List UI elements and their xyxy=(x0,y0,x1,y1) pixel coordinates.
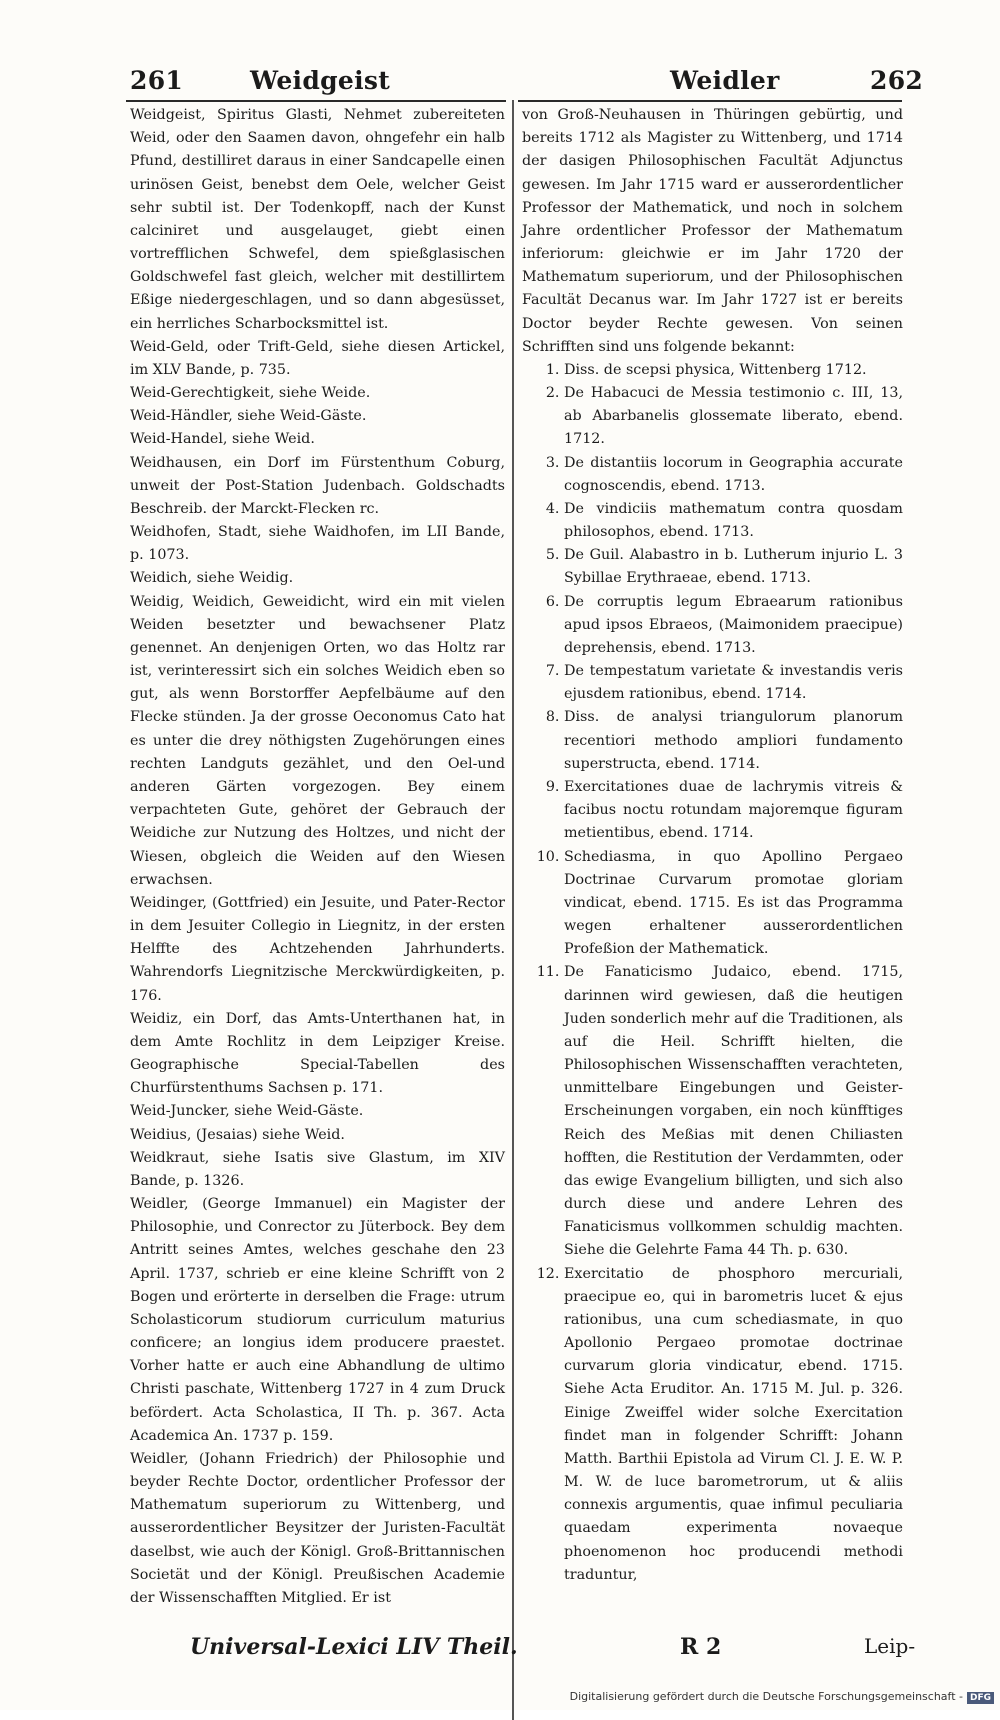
header-rule-left xyxy=(126,100,506,102)
entry-weidig: Weidig, Weidich, Geweidicht, wird ein mit vielen Weiden besetzter und bewachsener Platz genennet. An denjenigen Orten, wo das Holtz rar ist, verinteressirt sich ein solches Weidich eben so gut, als wenn Borstorffer Aepfelbäume auf den Flecke stünden. Ja der grosse Oeconomus Cato hat es unter die drey nöthigsten Zugehörungen eines rechten Landguts gezählet, und den Oel-und anderen Gärten vorgezogen. Bey einem verpachteten Gute, gehöret der Gebrauch der Weidiche zur Nutzung des Holtzes, und nicht der Wiesen, obgleich die Weiden auf den Wiesen erwachsen. xyxy=(130,593,505,888)
entry-weid-haendler: Weid-Händler, siehe Weid-Gäste. xyxy=(130,408,367,425)
column-separator xyxy=(512,100,514,1720)
work-item: 6. De corruptis legum Ebraearum rationibus apud ipsos Ebraeos, (Maimonidem praecipue) deprehensis, ebend. 1713. xyxy=(564,591,903,661)
entry-weidler-johann: Weidler, (Johann Friedrich) der Philosophie und beyder Rechte Doctor, ordentlicher Professor der Mathematum superiorum zu Wittenberg, und ausserordentlicher Beysitzer der Juristen-Facultät daselbst, wie auch der Königl. Groß-Brittannischen Societät und der Königl. Preußischen Academie der Wissenschafften Mitglied. Er ist xyxy=(130,1450,505,1606)
entry-weidich: Weidich, siehe Weidig. xyxy=(130,570,294,587)
entry-weidiz: Weidiz, ein Dorf, das Amts-Unterthanen hat, in dem Amte Rochlitz in dem Leipziger Kreise. Geographische Special-Tabellen des Churfürstenthums Sachsen p. 171. xyxy=(130,1010,505,1097)
work-item: 2. De Habacuci de Messia testimonio c. III, 13, ab Abarbanelis glossemate liberato, ebend. 1712. xyxy=(564,382,903,452)
work-item: 8. Diss. de analysi triangulorum planorum recentiori methodo ampliori fundamento superstructa, ebend. 1714. xyxy=(564,706,903,776)
entry-weidgeist: Weidgeist, Spiritus Glasti, Nehmet zubereiteten Weid, oder den Saamen davon, ohngefehr ein halb Pfund, destilliret daraus in einer Sandcapelle einen urinösen Geist, benebst dem Oele, welcher Geist sehr subtil ist. Der Todenkopff, nach der Kunst calciniret und ausgelauget, giebt einen vortrefflichen Schwefel, dem spießglasischen Goldschwefel fast gleich, welcher mit destillirtem Eßige niedergeschlagen, und so dann abgesüsset, ein herrliches Scharbocksmittel ist. xyxy=(130,107,505,332)
right-running-head: Weidler xyxy=(670,66,780,95)
left-page-number: 261 xyxy=(130,66,184,95)
digitization-note: Digitalisierung gefördert durch die Deutsche Forschungsgemeinschaft - xyxy=(569,1690,963,1703)
digitization-credit xyxy=(570,1690,994,1704)
entry-weidius: Weidius, (Jesaias) siehe Weid. xyxy=(130,1126,345,1143)
work-item: 1. Diss. de scepsi physica, Wittenberg 1712. xyxy=(564,359,903,382)
work-item: 12. Exercitatio de phosphoro mercuriali, praecipue eo, qui in barometris lucet & ejus rationibus, una cum schediasmate, in quo Apollonio Pergaeo promotae doctrinae curvarum gloria vindicatur, ebend. 1715. Siehe Acta Eruditor. An. 1715 M. Jul. p. 326. Einige Zweiffel wider solche Exercitation findet man in folgender Schrifft: Johann Matth. Barthii Epistola ad Virum Cl. J. E. W. P. M. W. de luce barometrorum, ut & aliis connexis argumentis, quae infimul peculiaria quaedam experimenta novaeque phoenomenon hoc producendi methodi traduntur, xyxy=(564,1263,903,1587)
volume-title: Universal-Lexici LIV Theil. xyxy=(190,1634,518,1660)
works-list xyxy=(522,359,903,1587)
work-item: 4. De vindiciis mathematum contra quosdam philosophos, ebend. 1713. xyxy=(564,498,903,544)
entry-weidhausen: Weidhausen, ein Dorf im Fürstenthum Coburg, unweit der Post-Station Judenbach. Goldschadts Beschreib. der Marckt-Flecken rc. xyxy=(130,454,505,517)
left-running-head: Weidgeist xyxy=(250,66,391,95)
work-item: 5. De Guil. Alabastro in b. Lutherum injurio L. 3 Sybillae Erythraeae, ebend. 1713. xyxy=(564,544,903,590)
entry-weid-handel: Weid-Handel, siehe Weid. xyxy=(130,431,315,448)
entry-weid-geld: Weid-Geld, oder Trift-Geld, siehe diesen Artickel, im XLV Bande, p. 735. xyxy=(130,338,505,378)
entry-weidinger: Weidinger, (Gottfried) ein Jesuite, und Pater-Rector in dem Jesuiter Collegio in Liegnitz, in der ersten Helffte des Achtzehenden Jahrhunderts. Wahrendorfs Liegnitzische Merckwürdigkeiten, p. 176. xyxy=(130,894,505,1004)
entry-weidler-george: Weidler, (George Immanuel) ein Magister der Philosophie, und Conrector zu Jüterbock. Bey dem Antritt seines Amtes, welches geschahe den 23 April. 1737, schrieb er eine kleine Schrifft von 2 Bogen und erörterte in derselben die Frage: utrum Scholasticorum studiorum curriculum maturius conficere; an longius idem producere praestet. Vorher hatte er auch eine Abhandlung de ultimo Christi paschate, Wittenberg 1727 in 4 zum Druck befördert. Acta Scholastica, II Th. p. 367. Acta Academica An. 1737 p. 159. xyxy=(130,1196,505,1444)
right-page-number: 262 xyxy=(870,66,924,95)
work-item: 9. Exercitationes duae de lachrymis vitreis & facibus noctu rotundam majoremque figuram metientibus, ebend. 1714. xyxy=(564,776,903,846)
catchword: Leip- xyxy=(864,1634,916,1658)
right-column xyxy=(522,104,903,1587)
signature-mark: R 2 xyxy=(680,1634,722,1660)
entry-weid-gerechtigkeit: Weid-Gerechtigkeit, siehe Weide. xyxy=(130,385,371,402)
left-column xyxy=(130,104,505,1610)
entry-weidler-continued: von Groß-Neuhausen in Thüringen gebürtig, und bereits 1712 als Magister zu Wittenberg, und 1714 der dasigen Philosophischen Facultät Adjunctus gewesen. Im Jahr 1715 ward er ausserordentlicher Professor der Mathematick, und noch in solchem Jahre ordentlicher Professor der Mathematum inferiorum: gleichwie er im Jahr 1720 der Mathematum superiorum, und der Philosophischen Facultät Decanus war. Im Jahr 1727 ist er bereits Doctor beyder Rechte gewesen. Von seinen Schrifften sind uns folgende bekannt: xyxy=(522,107,903,355)
work-item: 11. De Fanaticismo Judaico, ebend. 1715, darinnen wird gewiesen, daß die heutigen Juden sonderlich mehr auf die Traditionen, als auf die Heil. Schrifft hielten, die Philosophischen Wissenschafften verachteten, unmittelbare Eingebungen und Geister-Erscheinungen vorgaben, ein noch künfftiges Reich des Meßias mit denen Chiliasten hofften, die Restitution der Verdammten, oder das ewige Evangelium billigten, und sich also durch diese und andere Lehren des Fanaticismus vollkommen schuldig machten. Siehe die Gelehrte Fama 44 Th. p. 630. xyxy=(564,961,903,1262)
entry-weidhofen: Weidhofen, Stadt, siehe Waidhofen, im LII Bande, p. 1073. xyxy=(130,524,505,564)
work-item: 7. De tempestatum varietate & investandis veris ejusdem rationibus, ebend. 1714. xyxy=(564,660,903,706)
entry-weidkraut: Weidkraut, siehe Isatis sive Glastum, im XIV Bande, p. 1326. xyxy=(130,1149,505,1189)
header-rule-right xyxy=(518,100,902,102)
entry-weid-juncker: Weid-Juncker, siehe Weid-Gäste. xyxy=(130,1103,364,1120)
dfg-logo: DFG xyxy=(967,1692,994,1704)
work-item: 3. De distantiis locorum in Geographia accurate cognoscendis, ebend. 1713. xyxy=(564,452,903,498)
work-item: 10. Schediasma, in quo Apollino Pergaeo Doctrinae Curvarum promotae gloriam vindicat, ebend. 1715. Es ist das Programma wegen erhaltener ausserordentlichen Profeßion der Mathematick. xyxy=(564,846,903,962)
